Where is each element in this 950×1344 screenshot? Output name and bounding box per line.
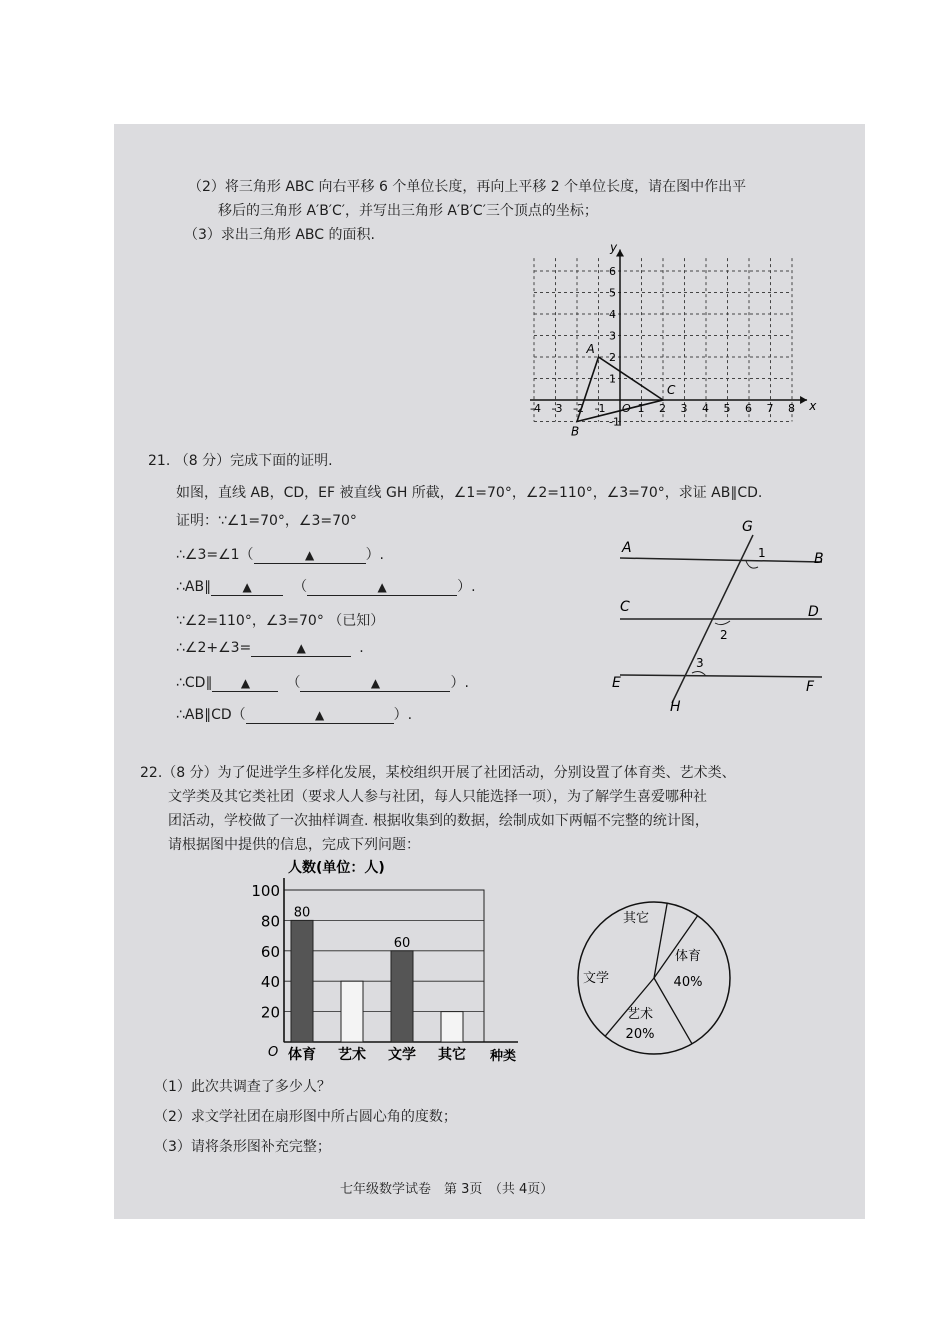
q22-line2: 文学类及其它类社团（要求人人参与社团，每人只能选择一项），为了解学生喜爱哪种社 [168, 789, 707, 805]
blank-marker: ▲ [370, 676, 381, 690]
y-tick-label: 100 [251, 882, 280, 900]
blank-marker: ▲ [240, 676, 251, 690]
coordinate-grid [530, 240, 840, 440]
q22-sub1: （1）此次共调查了多少人？ [154, 1079, 331, 1095]
q21-proof-line4: ∴∠2+∠3= ▲ . [176, 640, 364, 656]
x-category-label: 艺术 [338, 1047, 366, 1063]
q22-sub3: （3）请将条形图补充完整； [154, 1139, 331, 1155]
angle-label-1: 1 [758, 546, 766, 560]
blank-marker: ▲ [296, 641, 306, 655]
bar-1 [291, 920, 313, 1042]
y-tick-label: 40 [260, 973, 280, 992]
x-tick-label: -4 [530, 402, 541, 415]
q22-line4: 请根据图中提供的信息，完成下列问题： [168, 837, 420, 853]
x-tick-label: -3 [551, 402, 563, 415]
label-f: F [806, 679, 815, 695]
x-tick-label: 7 [766, 402, 774, 415]
blank-marker: ▲ [242, 580, 252, 594]
x-tick-label: -2 [573, 402, 584, 415]
y-axis-label: 人数(单位：人) [288, 860, 385, 876]
x-tick-label: 1 [637, 402, 645, 415]
label-b: B [814, 551, 824, 567]
label-a: A [622, 540, 632, 556]
y-tick-label: 6 [609, 265, 616, 278]
q21-proof-line3: ∵∠2=110°，∠3=70° （已知） [176, 613, 385, 629]
x-tick-label: 3 [680, 402, 688, 415]
y-tick-label: 20 [260, 1003, 280, 1022]
y-axis-label: y [610, 240, 618, 255]
parallel-lines-figure [610, 515, 840, 715]
x-tick-label: -1 [594, 402, 606, 415]
q21-proof-line2: ∴AB∥ ▲ （ ▲ ）. [176, 579, 476, 595]
bar-2 [341, 981, 363, 1042]
x-tick-label: 5 [723, 402, 731, 415]
x-tick-label: 6 [745, 402, 752, 415]
line-ab [620, 558, 822, 562]
origin-label: O [622, 402, 631, 415]
y-tick-label: 5 [609, 286, 616, 300]
page-footer: 七年级数学试卷 第 3页 （共 4页） [340, 1182, 554, 1197]
x-category-label: 文学 [388, 1047, 416, 1063]
angle-label-2: 2 [720, 628, 728, 642]
q21-proof-line5: ∴CD∥ ▲ （ ▲ ）. [176, 675, 469, 691]
y-tick-label: 1 [609, 372, 616, 386]
y-tick-label: 3 [609, 329, 616, 343]
angle-2-arc [715, 621, 730, 625]
slice-label: 其它 [622, 911, 650, 926]
q20-part2-line2: 移后的三角形 A′B′C′，并写出三角形 A′B′C′三个顶点的坐标； [218, 203, 598, 219]
x-tick-label: 2 [659, 402, 666, 415]
bar-4 [441, 1012, 463, 1042]
bar-chart [240, 852, 530, 1072]
slice-label: 艺术 [626, 1007, 654, 1022]
q21-proof-line1: ∴∠3=∠1（ ▲ ）. [176, 547, 385, 563]
blank-marker: ▲ [315, 708, 325, 722]
x-tick-label: 8 [788, 402, 795, 415]
y-axis-arrow [616, 250, 624, 257]
point-label-c: C [667, 383, 676, 397]
angle-1-arc [746, 561, 758, 568]
label-e: E [612, 675, 621, 691]
q21-proof-start: 证明：∵∠1=70°，∠3=70° [176, 513, 357, 529]
slice-divider [654, 916, 698, 978]
q22-line1: 22.（8 分）为了促进学生多样化发展，某校组织开展了社团活动，分别设置了体育类、艺术类、 [140, 765, 736, 781]
origin-label: O [268, 1045, 279, 1060]
angle-label-3: 3 [696, 656, 704, 670]
q20-part3: （3）求出三角形 ABC 的面积. [184, 227, 375, 243]
point-label-b: B [571, 424, 580, 439]
label-h: H [670, 699, 681, 715]
y-tick-label: -1 [609, 415, 620, 429]
slice-percent-label: 40% [673, 975, 703, 990]
slice-percent-label: 20% [625, 1027, 655, 1042]
bar-value-label: 80 [293, 905, 311, 921]
blank-marker: ▲ [304, 548, 315, 562]
q22-sub2: （2）求文学社团在扇形图中所占圆心角的度数； [154, 1109, 457, 1125]
x-axis-label: 种类 [490, 1049, 517, 1064]
q21-statement: 如图，直线 AB，CD，EF 被直线 GH 所截，∠1=70°，∠2=110°，∠3=70°，求证 AB∥CD. [176, 485, 763, 501]
y-tick-label: 2 [609, 351, 616, 364]
point-label-a: A [586, 342, 595, 356]
q21-header: 21. （8 分）完成下面的证明. [148, 453, 333, 469]
bar-value-label: 60 [393, 935, 411, 951]
x-axis-arrow [800, 396, 807, 404]
blank-marker: ▲ [377, 580, 387, 594]
y-tick-label: 4 [609, 308, 616, 321]
q20-part2-line1: （2）将三角形 ABC 向右平移 6 个单位长度，再向上平移 2 个单位长度，请在图中作出平 [188, 179, 747, 195]
x-tick-label: 4 [702, 402, 709, 415]
label-g: G [742, 519, 753, 535]
slice-label: 文学 [582, 971, 610, 986]
bar-3 [391, 951, 413, 1042]
y-tick-label: 80 [260, 912, 280, 931]
slice-divider [654, 903, 667, 978]
x-category-label: 体育 [288, 1047, 316, 1063]
q22-line3: 团活动，学校做了一次抽样调查. 根据收集到的数据，绘制成如下两幅不完整的统计图， [168, 813, 709, 829]
label-d: D [808, 604, 819, 620]
x-axis-label: x [809, 399, 817, 413]
slice-label: 体育 [674, 949, 702, 964]
q21-proof-line6: ∴AB∥CD（ ▲ ）. [176, 707, 413, 723]
line-ef [620, 675, 822, 677]
x-category-label: 其它 [438, 1047, 466, 1063]
y-tick-label: 60 [260, 942, 280, 961]
pie-chart [570, 900, 745, 1060]
label-c: C [620, 599, 630, 615]
